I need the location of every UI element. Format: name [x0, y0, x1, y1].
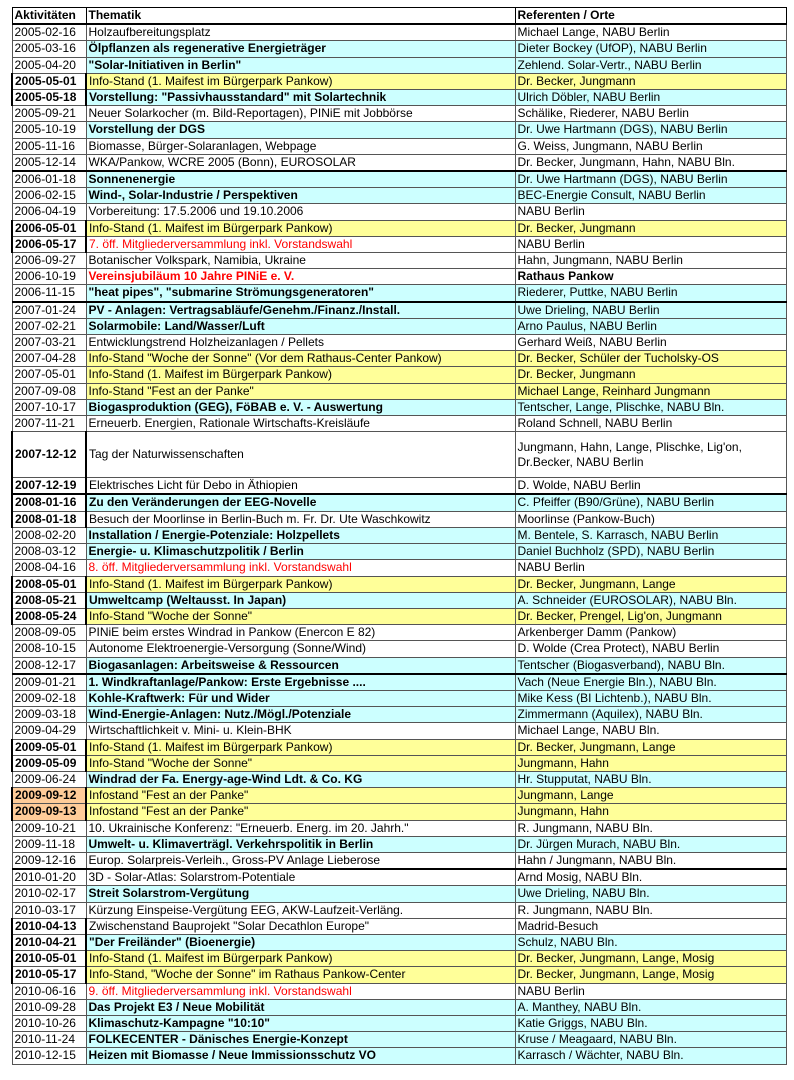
- cell-date: 2009-03-18: [12, 707, 86, 723]
- cell-topic: Info-Stand (1. Maifest im Bürgerpark Pankow): [86, 576, 515, 592]
- cell-date: 2010-04-13: [12, 918, 86, 934]
- table-row: [12, 41, 786, 57]
- cell-date: 2010-06-16: [12, 983, 86, 999]
- table-row: [12, 804, 786, 820]
- cell-date: 2008-05-01: [12, 576, 86, 592]
- cell-topic: FOLKECENTER - Dänisches Energie-Konzept: [86, 1032, 515, 1048]
- table-row: [12, 204, 786, 220]
- table-row: [12, 560, 786, 576]
- table-row: [12, 253, 786, 269]
- cell-ref: Dr. Becker, Jungmann, Lange: [515, 739, 786, 755]
- cell-topic: Info-Stand "Woche der Sonne": [86, 608, 515, 624]
- cell-ref: Dieter Bockey (UfOP), NABU Berlin: [515, 41, 786, 57]
- cell-topic: Biogasproduktion (GEG), FöBAB e. V. - Auswertung: [86, 399, 515, 415]
- cell-topic: Elektrisches Licht für Debo in Äthiopien: [86, 478, 515, 495]
- cell-date: 2010-02-17: [12, 886, 86, 902]
- cell-topic: Neuer Solarkocher (m. Bild-Reportagen), PINiE mit Jobbörse: [86, 106, 515, 122]
- cell-topic: Umwelt- u. Klimaverträgl. Verkehrspolitik in Berlin: [86, 836, 515, 852]
- cell-topic: Vorstellung der DGS: [86, 122, 515, 138]
- cell-topic: Vorstellung: "Passivhausstandard" mit Solartechnik: [86, 90, 515, 106]
- cell-ref: Dr. Becker, Jungmann: [515, 73, 786, 89]
- cell-topic: 7. öff. Mitgliederversammlung inkl. Vorstandswahl: [86, 236, 515, 252]
- cell-date: 2005-04-20: [12, 57, 86, 73]
- cell-ref: Gerhard Weiß, NABU Berlin: [515, 335, 786, 351]
- cell-topic: Info-Stand (1. Maifest im Bürgerpark Pankow): [86, 73, 515, 89]
- cell-ref: Katie Griggs, NABU Bln.: [515, 1015, 786, 1031]
- table-row: [12, 983, 786, 999]
- cell-ref: Rathaus Pankow: [515, 269, 786, 285]
- cell-topic: Holzaufbereitungsplatz: [86, 24, 515, 41]
- cell-date: 2008-01-18: [12, 511, 86, 527]
- cell-topic: Biomasse, Bürger-Solaranlagen, Webpage: [86, 138, 515, 154]
- cell-ref: Hahn, Jungmann, NABU Berlin: [515, 253, 786, 269]
- cell-date: 2007-01-24: [12, 302, 86, 319]
- cell-date: 2005-09-21: [12, 106, 86, 122]
- cell-ref: Kruse / Meagaard, NABU Bln.: [515, 1032, 786, 1048]
- cell-date: 2006-05-17: [12, 236, 86, 252]
- table-row: [12, 511, 786, 527]
- activities-table: [11, 7, 787, 1065]
- cell-date: 2006-04-19: [12, 204, 86, 220]
- cell-ref: NABU Berlin: [515, 204, 786, 220]
- cell-ref: Tentscher (Biogasverband), NABU Bln.: [515, 657, 786, 674]
- cell-date: 2007-03-21: [12, 335, 86, 351]
- cell-date: 2007-02-21: [12, 318, 86, 334]
- cell-ref: Michael Lange, NABU Bln.: [515, 723, 786, 739]
- table-row: [12, 220, 786, 236]
- cell-ref: Schulz, NABU Bln.: [515, 934, 786, 950]
- cell-ref: Zimmermann (Aquilex), NABU Bln.: [515, 707, 786, 723]
- cell-topic: Europ. Solarpreis-Verleih., Gross-PV Anlage Lieberose: [86, 852, 515, 869]
- table-row: [12, 576, 786, 592]
- table-row: [12, 106, 786, 122]
- cell-date: 2005-10-19: [12, 122, 86, 138]
- cell-topic: "heat pipes", "submarine Strömungsgeneratoren": [86, 285, 515, 302]
- cell-date: 2009-01-21: [12, 674, 86, 691]
- table-row: [12, 171, 786, 188]
- cell-date: 2008-05-24: [12, 608, 86, 624]
- table-row: [12, 1032, 786, 1048]
- cell-topic: Installation / Energie-Potenziale: Holzpellets: [86, 527, 515, 543]
- cell-date: 2009-09-13: [12, 804, 86, 820]
- table-row: [12, 351, 786, 367]
- cell-date: 2006-10-19: [12, 269, 86, 285]
- cell-topic: Tag der Naturwissenschaften: [86, 432, 515, 478]
- cell-date: 2005-12-14: [12, 154, 86, 171]
- table-row: [12, 122, 786, 138]
- cell-topic: Das Projekt E3 / Neue Mobilität: [86, 999, 515, 1015]
- cell-ref: A. Manthey, NABU Bln.: [515, 999, 786, 1015]
- cell-topic: Info-Stand (1. Maifest im Bürgerpark Pankow): [86, 951, 515, 967]
- cell-ref: Mike Kess (BI Lichtenb.), NABU Bln.: [515, 690, 786, 706]
- header-date: Aktivitäten: [12, 8, 86, 25]
- cell-ref: Dr. Becker, Jungmann, Lange: [515, 576, 786, 592]
- table-row: [12, 657, 786, 674]
- cell-topic: Infostand "Fest an der Panke": [86, 788, 515, 804]
- table-row: [12, 788, 786, 804]
- table-row: [12, 188, 786, 204]
- table-row: [12, 918, 786, 934]
- cell-ref: Vach (Neue Energie Bln.), NABU Bln.: [515, 674, 786, 691]
- cell-ref: Schälike, Riederer, NABU Berlin: [515, 106, 786, 122]
- cell-ref: Dr. Uwe Hartmann (DGS), NABU Berlin: [515, 171, 786, 188]
- cell-topic: Entwicklungstrend Holzheizanlagen / Pellets: [86, 335, 515, 351]
- cell-ref: Madrid-Besuch: [515, 918, 786, 934]
- cell-date: 2009-04-29: [12, 723, 86, 739]
- cell-topic: PV - Anlagen: Vertragsabläufe/Genehm./Finanz./Install.: [86, 302, 515, 319]
- cell-topic: Info-Stand (1. Maifest im Bürgerpark Pankow): [86, 739, 515, 755]
- table-row: [12, 335, 786, 351]
- cell-ref: Jungmann, Hahn, Lange, Plischke, Lig'on, Dr.Becker, NABU Berlin: [515, 432, 786, 478]
- cell-date: 2007-12-19: [12, 478, 86, 495]
- table-row: [12, 544, 786, 560]
- cell-date: 2007-05-01: [12, 367, 86, 383]
- cell-ref: Hahn / Jungmann, NABU Bln.: [515, 852, 786, 869]
- cell-date: 2008-09-05: [12, 625, 86, 641]
- table-row: [12, 90, 786, 106]
- cell-ref: R. Jungmann, NABU Bln.: [515, 902, 786, 918]
- table-row: [12, 886, 786, 902]
- cell-ref: M. Bentele, S. Karrasch, NABU Berlin: [515, 527, 786, 543]
- table-row: [12, 608, 786, 624]
- table-row: [12, 592, 786, 608]
- cell-topic: Kürzung Einspeise-Vergütung EEG, AKW-Laufzeit-Verläng.: [86, 902, 515, 918]
- cell-date: 2007-12-12: [12, 432, 86, 478]
- table-row: [12, 674, 786, 691]
- cell-date: 2006-11-15: [12, 285, 86, 302]
- cell-date: 2006-09-27: [12, 253, 86, 269]
- cell-topic: Sonnenenergie: [86, 171, 515, 188]
- cell-date: 2005-11-16: [12, 138, 86, 154]
- cell-date: 2007-09-08: [12, 383, 86, 399]
- table-row: [12, 24, 786, 41]
- cell-topic: Kohle-Kraftwerk: Für und Wider: [86, 690, 515, 706]
- cell-topic: "Der Freiländer" (Bioenergie): [86, 934, 515, 950]
- cell-topic: Erneuerb. Energien, Rationale Wirtschafts-Kreisläufe: [86, 416, 515, 432]
- cell-date: 2010-04-21: [12, 934, 86, 950]
- table-row: [12, 934, 786, 950]
- table-row: [12, 771, 786, 787]
- cell-date: 2008-03-12: [12, 544, 86, 560]
- table-row: [12, 236, 786, 252]
- cell-ref: Jungmann, Hahn: [515, 755, 786, 771]
- table-row: [12, 383, 786, 399]
- cell-date: 2008-12-17: [12, 657, 86, 674]
- cell-ref: Tentscher, Lange, Plischke, NABU Bln.: [515, 399, 786, 415]
- cell-topic: Solarmobile: Land/Wasser/Luft: [86, 318, 515, 334]
- cell-topic: Botanischer Volkspark, Namibia, Ukraine: [86, 253, 515, 269]
- cell-date: 2008-04-16: [12, 560, 86, 576]
- cell-date: 2005-02-16: [12, 24, 86, 41]
- table-row: [12, 432, 786, 478]
- cell-date: 2009-06-24: [12, 771, 86, 787]
- table-row: [12, 478, 786, 495]
- cell-date: 2009-12-16: [12, 852, 86, 869]
- cell-ref: Jungmann, Lange: [515, 788, 786, 804]
- cell-ref: BEC-Energie Consult, NABU Berlin: [515, 188, 786, 204]
- table-row: [12, 723, 786, 739]
- cell-topic: Info-Stand, "Woche der Sonne" im Rathaus Pankow-Center: [86, 967, 515, 983]
- cell-topic: Autonome Elektroenergie-Versorgung (Sonne/Wind): [86, 641, 515, 657]
- cell-ref: Dr. Becker, Jungmann: [515, 367, 786, 383]
- cell-ref: Karrasch / Wächter, NABU Bln.: [515, 1048, 786, 1064]
- cell-date: 2010-12-15: [12, 1048, 86, 1064]
- cell-topic: Zu den Veränderungen der EEG-Novelle: [86, 494, 515, 511]
- cell-date: 2009-11-18: [12, 836, 86, 852]
- header-row: [12, 8, 786, 25]
- cell-topic: 9. öff. Mitgliederversammlung inkl. Vorstandswahl: [86, 983, 515, 999]
- cell-date: 2005-03-16: [12, 41, 86, 57]
- cell-date: 2010-05-01: [12, 951, 86, 967]
- table-row: [12, 739, 786, 755]
- cell-topic: Info-Stand (1. Maifest im Bürgerpark Pankow): [86, 220, 515, 236]
- table-row: [12, 154, 786, 171]
- cell-date: 2008-02-20: [12, 527, 86, 543]
- cell-topic: Klimaschutz-Kampagne "10:10": [86, 1015, 515, 1031]
- cell-ref: Ulrich Döbler, NABU Berlin: [515, 90, 786, 106]
- table-row: [12, 707, 786, 723]
- cell-topic: Besuch der Moorlinse in Berlin-Buch m. Fr. Dr. Ute Waschkowitz: [86, 511, 515, 527]
- table-row: [12, 302, 786, 319]
- table-row: [12, 285, 786, 302]
- cell-topic: Info-Stand "Woche der Sonne" (Vor dem Rathaus-Center Pankow): [86, 351, 515, 367]
- cell-date: 2007-04-28: [12, 351, 86, 367]
- table-row: [12, 367, 786, 383]
- cell-ref: Dr. Jürgen Murach, NABU Bln.: [515, 836, 786, 852]
- cell-ref: Dr. Becker, Jungmann, Lange, Mosig: [515, 951, 786, 967]
- cell-ref: Dr. Uwe Hartmann (DGS), NABU Berlin: [515, 122, 786, 138]
- table-row: [12, 57, 786, 73]
- header-topic: Thematik: [86, 8, 515, 25]
- cell-ref: Dr. Becker, Jungmann, Lange, Mosig: [515, 967, 786, 983]
- cell-ref: Hr. Stupputat, NABU Bln.: [515, 771, 786, 787]
- cell-date: 2006-05-01: [12, 220, 86, 236]
- table-row: [12, 820, 786, 836]
- cell-ref: Uwe Drieling, NABU Bln.: [515, 886, 786, 902]
- header-ref: Referenten / Orte: [515, 8, 786, 25]
- cell-topic: Ölpflanzen als regenerative Energieträger: [86, 41, 515, 57]
- cell-topic: WKA/Pankow, WCRE 2005 (Bonn), EUROSOLAR: [86, 154, 515, 171]
- cell-ref: Dr. Becker, Jungmann: [515, 220, 786, 236]
- cell-date: 2010-05-17: [12, 967, 86, 983]
- cell-date: 2007-10-17: [12, 399, 86, 415]
- table-row: [12, 951, 786, 967]
- cell-topic: Streit Solarstrom-Vergütung: [86, 886, 515, 902]
- table-row: [12, 1015, 786, 1031]
- cell-ref: NABU Berlin: [515, 560, 786, 576]
- cell-ref: Daniel Buchholz (SPD), NABU Berlin: [515, 544, 786, 560]
- cell-topic: Vereinsjubiläum 10 Jahre PINiE e. V.: [86, 269, 515, 285]
- table-row: [12, 138, 786, 154]
- table-row: [12, 869, 786, 886]
- cell-ref: Dr. Becker, Prengel, Lig'on, Jungmann: [515, 608, 786, 624]
- cell-date: 2007-11-21: [12, 416, 86, 432]
- table-row: [12, 494, 786, 511]
- cell-topic: 8. öff. Mitgliederversammlung inkl. Vorstandswahl: [86, 560, 515, 576]
- cell-ref: D. Wolde, NABU Berlin: [515, 478, 786, 495]
- table-row: [12, 641, 786, 657]
- cell-date: 2009-09-12: [12, 788, 86, 804]
- cell-date: 2010-01-20: [12, 869, 86, 886]
- cell-topic: Heizen mit Biomasse / Neue Immissionsschutz VO: [86, 1048, 515, 1064]
- cell-ref: NABU Berlin: [515, 983, 786, 999]
- cell-ref: Michael Lange, NABU Berlin: [515, 24, 786, 41]
- activities-table-container: [11, 7, 785, 1065]
- table-row: [12, 318, 786, 334]
- table-row: [12, 690, 786, 706]
- cell-ref: Michael Lange, Reinhard Jungmann: [515, 383, 786, 399]
- cell-date: 2008-10-15: [12, 641, 86, 657]
- table-body: [12, 24, 786, 1064]
- cell-ref: Jungmann, Hahn: [515, 804, 786, 820]
- table-row: [12, 967, 786, 983]
- cell-date: 2005-05-18: [12, 90, 86, 106]
- cell-date: 2009-02-18: [12, 690, 86, 706]
- table-row: [12, 416, 786, 432]
- cell-topic: Wirtschaftlichkeit v. Mini- u. Klein-BHK: [86, 723, 515, 739]
- cell-topic: 10. Ukrainische Konferenz: "Erneuerb. Energ. im 20. Jahrh.": [86, 820, 515, 836]
- cell-date: 2006-02-15: [12, 188, 86, 204]
- cell-topic: Umweltcamp (Weltausst. In Japan): [86, 592, 515, 608]
- cell-ref: Arno Paulus, NABU Berlin: [515, 318, 786, 334]
- cell-topic: Biogasanlagen: Arbeitsweise & Ressourcen: [86, 657, 515, 674]
- cell-topic: PINiE beim erstes Windrad in Pankow (Enercon E 82): [86, 625, 515, 641]
- cell-date: 2009-05-01: [12, 739, 86, 755]
- table-row: [12, 852, 786, 869]
- cell-topic: Vorbereitung: 17.5.2006 und 19.10.2006: [86, 204, 515, 220]
- cell-ref: Uwe Drieling, NABU Berlin: [515, 302, 786, 319]
- cell-ref: Arkenberger Damm (Pankow): [515, 625, 786, 641]
- cell-ref: Moorlinse (Pankow-Buch): [515, 511, 786, 527]
- table-row: [12, 399, 786, 415]
- cell-ref: Riederer, Puttke, NABU Berlin: [515, 285, 786, 302]
- table-row: [12, 902, 786, 918]
- cell-topic: 1. Windkraftanlage/Pankow: Erste Ergebnisse ....: [86, 674, 515, 691]
- cell-topic: Wind-, Solar-Industrie / Perspektiven: [86, 188, 515, 204]
- cell-ref: Dr. Becker, Jungmann, Hahn, NABU Bln.: [515, 154, 786, 171]
- cell-date: 2009-10-21: [12, 820, 86, 836]
- cell-date: 2005-05-01: [12, 73, 86, 89]
- cell-ref: A. Schneider (EUROSOLAR), NABU Bln.: [515, 592, 786, 608]
- cell-ref: D. Wolde (Crea Protect), NABU Berlin: [515, 641, 786, 657]
- table-row: [12, 755, 786, 771]
- cell-ref: R. Jungmann, NABU Bln.: [515, 820, 786, 836]
- table-row: [12, 527, 786, 543]
- table-row: [12, 999, 786, 1015]
- cell-ref: G. Weiss, Jungmann, NABU Berlin: [515, 138, 786, 154]
- cell-ref: NABU Berlin: [515, 236, 786, 252]
- cell-ref: Roland Schnell, NABU Berlin: [515, 416, 786, 432]
- cell-date: 2010-03-17: [12, 902, 86, 918]
- cell-date: 2010-10-26: [12, 1015, 86, 1031]
- cell-topic: Info-Stand (1. Maifest im Bürgerpark Pankow): [86, 367, 515, 383]
- cell-ref: Zehlend. Solar-Vertr., NABU Berlin: [515, 57, 786, 73]
- cell-topic: Info-Stand "Fest an der Panke": [86, 383, 515, 399]
- cell-date: 2006-01-18: [12, 171, 86, 188]
- cell-topic: Zwischenstand Bauprojekt "Solar Decathlon Europe": [86, 918, 515, 934]
- cell-date: 2009-05-09: [12, 755, 86, 771]
- table-row: [12, 1048, 786, 1064]
- cell-topic: Info-Stand "Woche der Sonne": [86, 755, 515, 771]
- cell-ref: C. Pfeiffer (B90/Grüne), NABU Berlin: [515, 494, 786, 511]
- table-row: [12, 73, 786, 89]
- cell-date: 2008-05-21: [12, 592, 86, 608]
- table-row: [12, 625, 786, 641]
- cell-date: 2010-09-28: [12, 999, 86, 1015]
- table-row: [12, 269, 786, 285]
- cell-date: 2010-11-24: [12, 1032, 86, 1048]
- cell-topic: Wind-Energie-Anlagen: Nutz./Mögl./Potenziale: [86, 707, 515, 723]
- cell-topic: 3D - Solar-Atlas: Solarstrom-Potentiale: [86, 869, 515, 886]
- table-row: [12, 836, 786, 852]
- cell-topic: Energie- u. Klimaschutzpolitik / Berlin: [86, 544, 515, 560]
- cell-ref: Dr. Becker, Schüler der Tucholsky-OS: [515, 351, 786, 367]
- cell-topic: Windrad der Fa. Energy-age-Wind Ldt. & Co. KG: [86, 771, 515, 787]
- cell-topic: Infostand "Fest an der Panke": [86, 804, 515, 820]
- cell-topic: "Solar-Initiativen in Berlin": [86, 57, 515, 73]
- cell-ref: Arnd Mosig, NABU Bln.: [515, 869, 786, 886]
- cell-date: 2008-01-16: [12, 494, 86, 511]
